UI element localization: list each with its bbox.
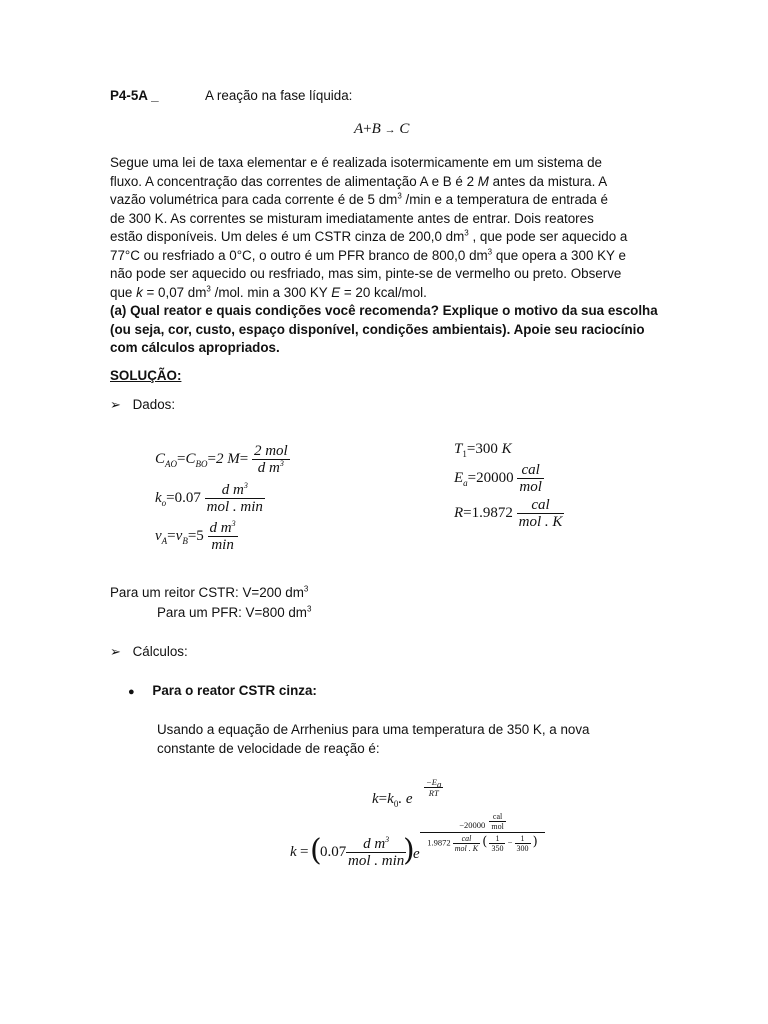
- substituted-formula: k = ( 0.07 d $m^3$ mol . min ) e −20000 $\frac{\text{cal}}{\text{mol}}$ 1.9872 $\frac{\text{cal}}{\text{mol . K}}$ ( $\frac{1}{350}$ − $\frac{1}{300}$ ): [290, 812, 540, 876]
- given-activation-energy: $E_a=20000$ $\frac{\text{cal}}{\text{mol}}$: [454, 462, 542, 495]
- given-rate-constant: $k_o=0.07$ $\frac{d m^3}{\text{mol . min}}$: [155, 481, 263, 515]
- statement-line: fluxo. A concentração das correntes de alimentação A e B é 2 M antes da mistura. A: [110, 173, 608, 189]
- statement-line: que k = 0,07 $dm^3$ /mol. min a 300 KY E = 20 kcal/mol.: [110, 284, 427, 300]
- arrhenius-text: Usando a equação de Arrhenius para uma temperatura de 350 K, a nova constante de velocidade de reação é:: [157, 722, 590, 756]
- problem-id: P4-5A _: [110, 88, 159, 103]
- arrhenius-formula: $k=k_0$. e $\frac{-E_a}{RT}$: [372, 777, 442, 809]
- question-line: (ou seja, cor, custo, espaço disponível, condições ambientais). Apoie seu raciocínio: [110, 321, 645, 337]
- reactant-a: A: [354, 121, 364, 137]
- calculos-heading: ➢ Cálculos:: [110, 644, 188, 660]
- plus-sign: +: [363, 121, 372, 137]
- reaction-arrow: →: [384, 124, 396, 136]
- dot-bullet-icon: ●: [128, 686, 135, 698]
- statement-line: Segue uma lei de taxa elementar e é realizada isotermicamente em um sistema de: [110, 155, 602, 170]
- arrow-bullet-icon: ➢: [110, 398, 121, 413]
- reaction-equation: [354, 121, 409, 138]
- arrow-bullet-icon: ➢: [110, 645, 121, 660]
- reactant-b: B: [371, 121, 381, 137]
- statement-line: de 300 K. As correntes se misturam imediatamente antes de entrar. Dois reatores: [110, 210, 594, 226]
- statement-line: não pode ser aquecido ou resfriado, mas sim, pinte-se de vermelho ou preto. Observe: [110, 266, 622, 281]
- question-line: com cálculos apropriados.: [110, 340, 280, 355]
- pfr-volume: Para um PFR: V=800 $dm^3$: [157, 604, 312, 620]
- cstr-volume: Para um reitor CSTR: V=200 $dm^3$: [110, 584, 309, 600]
- question-line: (a) Qual reator e quais condições você recomenda? Explique o motivo da sua escolha: [110, 303, 658, 318]
- statement-line: 77°C ou resfriado a 0°C, o outro é um PFR branco de 800,0 $dm^3$ que opera a 300 KY e: [110, 247, 626, 263]
- given-concentration: $C_{AO}=C_{BO}=2$ M= $\frac{\text{2 mol}}{d m^3}$: [155, 443, 288, 476]
- statement-line: estão disponíveis. Um deles é um CSTR cinza de 200,0 $dm^3$ , que pode ser aquecido a: [110, 228, 628, 244]
- problem-statement: [110, 154, 658, 358]
- dados-heading: ➢ Dados:: [110, 397, 176, 413]
- cstr-heading: ● Para o reator CSTR cinza:: [128, 683, 317, 698]
- given-flow-rate: $v_A=v_B=5$ $\frac{d m^3}{\min}$: [155, 519, 236, 553]
- problem-intro: A reação na fase líquida:: [205, 88, 353, 103]
- statement-line: vazão volumétrica para cada corrente é de 5 $dm^3$ /min e a temperatura de entrada é: [110, 191, 608, 207]
- solution-title: SOLUÇÃO:: [110, 368, 182, 383]
- given-gas-constant: R=1.9872 $\frac{\text{cal}}{\text{mol . K}}$: [454, 497, 563, 530]
- product-c: C: [399, 121, 410, 137]
- exponent-fraction: −20000 $\frac{\text{cal}}{\text{mol}}$ 1.9872 $\frac{\text{cal}}{\text{mol . K}}$ ( $\frac{1}{350}$ − $\frac{1}{300}$ ): [420, 812, 545, 853]
- given-temperature: $T_1=300$ K: [454, 441, 512, 459]
